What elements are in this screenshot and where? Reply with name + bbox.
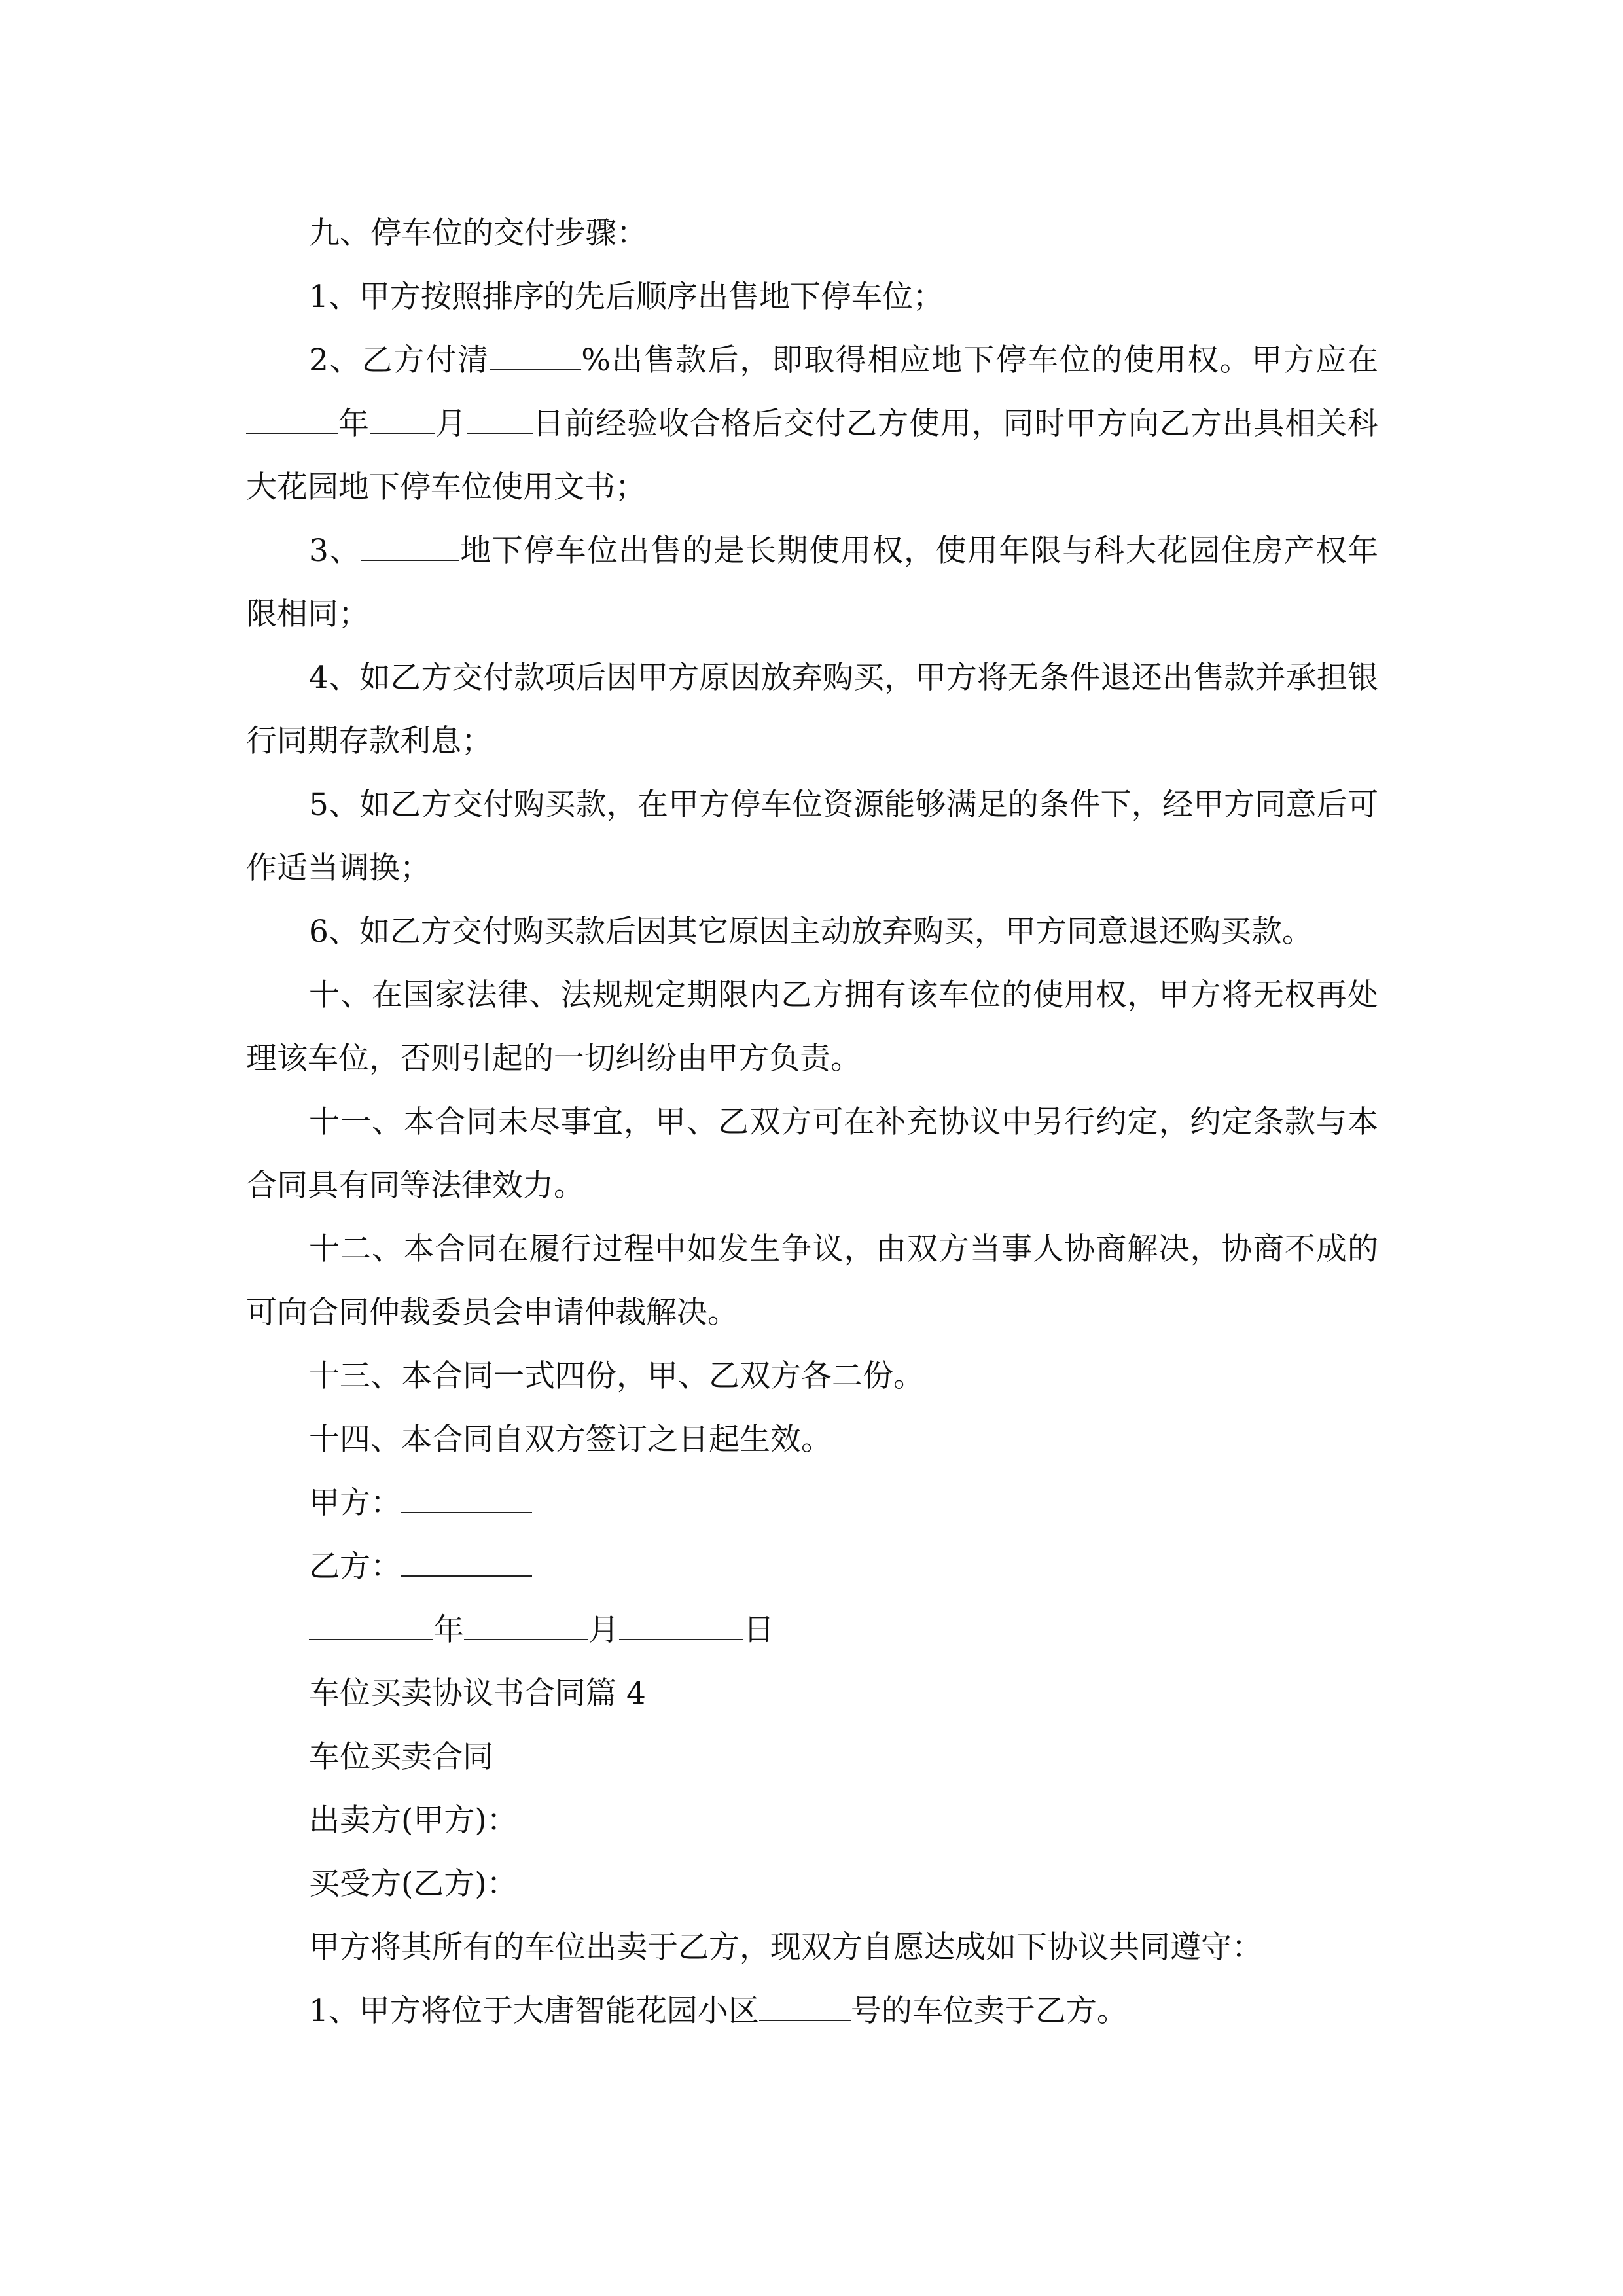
party-b-signature-line bbox=[246, 1535, 1378, 1598]
blank-line bbox=[490, 342, 581, 370]
party-b-label: 乙方： bbox=[309, 1549, 401, 1585]
s9-2-month: 月 bbox=[435, 406, 467, 442]
blank-line bbox=[619, 1611, 743, 1640]
date-year: 年 bbox=[433, 1612, 464, 1648]
date-month: 月 bbox=[588, 1612, 619, 1648]
party-a-label: 甲方： bbox=[309, 1485, 401, 1521]
signing-date-line bbox=[246, 1598, 1378, 1662]
date-day: 日 bbox=[743, 1612, 774, 1648]
section-10: 十、在国家法律、法规规定期限内乙方拥有该车位的使用权，甲方将无权再处理该车位，否则引起的一切纠纷由甲方负责。 bbox=[246, 977, 1378, 1077]
blank-line bbox=[467, 405, 533, 434]
blank-line bbox=[309, 1611, 433, 1640]
section-9-item-2 bbox=[246, 329, 1378, 519]
clause-1 bbox=[246, 1979, 1378, 2043]
section-14: 十四、本合同自双方签订之日起生效。 bbox=[309, 1422, 832, 1458]
blank-line bbox=[246, 405, 338, 434]
s9-3-part-b: 地下停车位出售的是长期使用权，使用年限与科大花园住房产权年限相同； bbox=[246, 533, 1378, 632]
section-4-heading: 车位买卖协议书合同篇 4 bbox=[309, 1676, 646, 1712]
blank-line bbox=[464, 1611, 588, 1640]
blank-line bbox=[759, 1992, 851, 2021]
s9-2-part-b: %出售款后，即取得相应地下停车位的使用权。甲方应在 bbox=[581, 342, 1378, 378]
s9-2-part-a: 2、乙方付清 bbox=[309, 342, 490, 378]
blank-line bbox=[401, 1548, 532, 1577]
blank-line bbox=[361, 532, 459, 561]
buyer-label: 买受方(乙方)： bbox=[309, 1866, 518, 1902]
document-body bbox=[246, 202, 1378, 2043]
section-12: 十二、本合同在履行过程中如发生争议，由双方当事人协商解决，协商不成的可向合同仲裁委员会申请仲裁解决。 bbox=[246, 1231, 1378, 1331]
section-9-title: 九、停车位的交付步骤： bbox=[309, 215, 647, 251]
party-a-signature-line bbox=[246, 1471, 1378, 1535]
section-9-item-5: 5、如乙方交付购买款，在甲方停车位资源能够满足的条件下，经甲方同意后可作适当调换； bbox=[246, 787, 1378, 886]
contract-title: 车位买卖合同 bbox=[309, 1739, 493, 1775]
clause-1-part-a: 1、甲方将位于大唐智能花园小区 bbox=[309, 1993, 759, 2029]
agreement-intro: 甲方将其所有的车位出卖于乙方，现双方自愿达成如下协议共同遵守： bbox=[309, 1929, 1262, 1965]
section-9-item-1: 1、甲方按照排序的先后顺序出售地下停车位； bbox=[309, 279, 944, 315]
s9-2-part-e: 日前经验收合格后交付乙方使用，同时甲方向乙方出具相关科大花园地下停车位使用文书； bbox=[246, 406, 1379, 505]
section-9-item-4: 4、如乙方交付款项后因甲方原因放弃购买，甲方将无条件退还出售款并承担银行同期存款利息； bbox=[246, 660, 1378, 759]
s9-3-part-a: 3、 bbox=[309, 533, 361, 569]
section-9-item-6: 6、如乙方交付购买款后因其它原因主动放弃购买，甲方同意退还购买款。 bbox=[309, 914, 1313, 950]
seller-label: 出卖方(甲方)： bbox=[309, 1803, 518, 1839]
s9-2-year: 年 bbox=[338, 406, 370, 442]
section-13: 十三、本合同一式四份，甲、乙双方各二份。 bbox=[309, 1358, 924, 1394]
clause-1-part-b: 号的车位卖于乙方。 bbox=[850, 1993, 1128, 2029]
section-11: 十一、本合同未尽事宜，甲、乙双方可在补充协议中另行约定，约定条款与本合同具有同等法律效力。 bbox=[246, 1104, 1378, 1204]
blank-line bbox=[401, 1484, 532, 1513]
section-9-item-3 bbox=[246, 519, 1378, 646]
blank-line bbox=[370, 405, 435, 434]
